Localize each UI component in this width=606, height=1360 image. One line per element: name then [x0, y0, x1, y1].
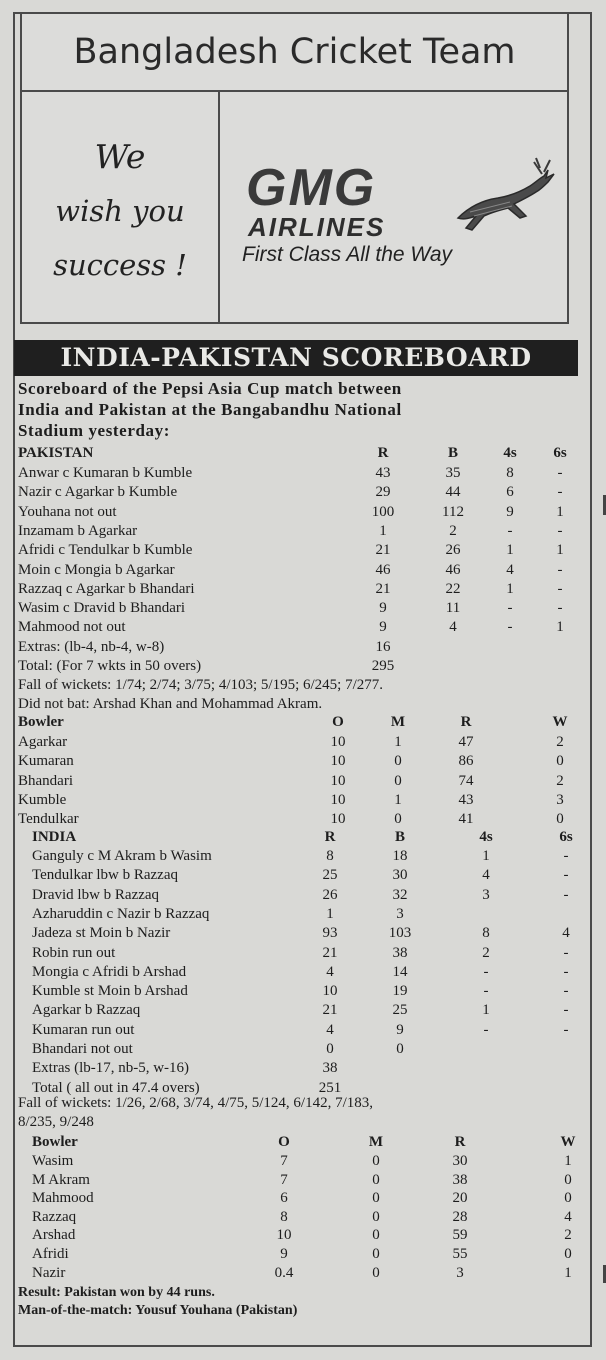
- row-label: Arshad: [32, 1227, 76, 1244]
- pakistan-bowling-row: [18, 1171, 584, 1190]
- pakistan-batting-row: [18, 657, 584, 676]
- row-value: W: [560, 1134, 576, 1150]
- row-value: 112: [442, 503, 464, 520]
- row-label: INDIA: [32, 829, 77, 845]
- pakistan-batting-row: [18, 483, 584, 502]
- row-label: Tendulkar lbw b Razzaq: [32, 867, 178, 884]
- row-value: 6s: [553, 445, 567, 461]
- row-value: 10: [330, 791, 346, 808]
- row-value: -: [557, 484, 563, 501]
- row-value: 3: [456, 1264, 464, 1281]
- india-bowling-row: [18, 733, 584, 752]
- wish-line-1: We: [94, 137, 146, 176]
- row-value: -: [563, 886, 569, 903]
- row-label: Extras (lb-17, nb-5, w-16): [32, 1060, 190, 1077]
- row-value: 0: [394, 811, 402, 828]
- row-value: 20: [452, 1190, 468, 1207]
- india-batting-row: [18, 905, 584, 924]
- row-label: Tendulkar: [18, 811, 79, 828]
- row-value: -: [483, 1021, 489, 1038]
- pakistan-bowling-row: [18, 1189, 584, 1208]
- row-label: Moin c Mongia b Agarkar: [18, 561, 175, 578]
- india-bowling-row: [18, 772, 584, 791]
- row-value: -: [563, 944, 569, 961]
- row-label: Extras: (lb-4, nb-4, w-8): [18, 638, 165, 655]
- row-value: 1: [326, 905, 334, 922]
- row-value: 3: [396, 905, 404, 922]
- pakistan-batting-row: [18, 503, 584, 522]
- row-label: Robin run out: [32, 944, 116, 961]
- india-bowling-row: [18, 752, 584, 771]
- advertisement-box: [20, 12, 569, 324]
- scoreboard-banner: INDIA-PAKISTAN SCOREBOARD: [14, 340, 578, 376]
- row-value: 10: [330, 772, 346, 789]
- row-value: 1: [564, 1153, 572, 1169]
- row-value: 1: [556, 503, 564, 520]
- row-value: R: [377, 445, 389, 461]
- india-batting-row: [18, 1001, 584, 1020]
- row-value: 21: [322, 1002, 338, 1019]
- row-value: -: [563, 1021, 569, 1038]
- row-value: 0: [326, 1041, 334, 1057]
- row-value: -: [557, 600, 563, 617]
- row-value: 6s: [559, 829, 573, 845]
- row-value: 1: [482, 848, 490, 864]
- row-value: 7: [280, 1153, 288, 1169]
- row-label: Mahmood not out: [18, 619, 126, 636]
- row-value: 22: [445, 580, 461, 597]
- row-value: 1: [556, 619, 564, 636]
- india-batting-row: [18, 963, 584, 982]
- row-value: 1: [482, 1002, 490, 1019]
- row-value: -: [507, 600, 513, 617]
- pakistan-batting-row: [18, 580, 584, 599]
- row-value: O: [278, 1134, 290, 1150]
- row-label: Total: (For 7 wkts in 50 overs): [18, 658, 202, 674]
- row-value: 38: [392, 944, 408, 961]
- row-value: 0: [556, 753, 564, 770]
- row-value: B: [394, 829, 405, 845]
- pakistan-bowling-row: [18, 1208, 584, 1227]
- row-value: 10: [322, 983, 338, 1000]
- row-value: 103: [388, 925, 412, 942]
- pakistan-fall-of-wickets: Fall of wickets: 1/74; 2/74; 3/75; 4/103; 5/195; 6/245; 7/277.: [18, 677, 383, 693]
- pakistan-did-not-bat: Did not bat: Arshad Khan and Mohammad Akram.: [18, 696, 323, 712]
- row-value: 9: [379, 619, 387, 636]
- row-value: 0: [372, 1246, 380, 1262]
- row-label: PAKISTAN: [18, 445, 94, 461]
- row-value: 26: [445, 542, 461, 559]
- row-value: 9: [379, 600, 387, 617]
- row-label: Kumble st Moin b Arshad: [32, 983, 188, 1000]
- row-label: Bhandari not out: [32, 1041, 133, 1057]
- row-value: R: [324, 829, 336, 845]
- pakistan-batting-row: [18, 618, 584, 637]
- pakistan-bowling-row: [18, 1152, 584, 1171]
- row-value: 251: [318, 1079, 342, 1096]
- row-value: B: [447, 445, 458, 461]
- row-value: 93: [322, 925, 338, 942]
- row-label: Azharuddin c Nazir b Razzaq: [32, 905, 210, 922]
- row-label: Ganguly c M Akram b Wasim: [32, 848, 212, 864]
- row-label: Nazir c Agarkar b Kumble: [18, 484, 178, 501]
- row-value: -: [557, 561, 563, 578]
- pakistan-batting-row: [18, 464, 584, 483]
- row-value: 26: [322, 886, 338, 903]
- row-value: R: [460, 714, 472, 730]
- row-value: 9: [506, 503, 514, 520]
- row-value: 0: [564, 1190, 572, 1207]
- intro-line: India and Pakistan at the Bangabandhu National: [18, 400, 402, 419]
- row-value: 8: [326, 848, 334, 864]
- row-value: 25: [322, 867, 338, 884]
- pakistan-batting-header: [18, 444, 584, 463]
- row-value: 46: [445, 561, 461, 578]
- row-value: 10: [276, 1227, 292, 1244]
- row-value: 4s: [479, 829, 493, 845]
- india-batting-row: [18, 1021, 584, 1040]
- row-value: 86: [458, 753, 474, 770]
- airline-logo-subtext: AIRLINES: [248, 212, 386, 242]
- pakistan-bowling-row: [18, 1226, 584, 1245]
- row-value: M: [390, 714, 406, 730]
- row-value: 8: [506, 465, 514, 481]
- pakistan-batting-row: [18, 522, 584, 541]
- india-batting-row: [18, 866, 584, 885]
- row-value: -: [563, 963, 569, 980]
- row-value: 0: [372, 1208, 380, 1225]
- india-batting-row: [18, 1040, 584, 1059]
- row-value: 1: [556, 542, 564, 559]
- india-fall-of-wickets: Fall of wickets: 1/26, 2/68, 3/74, 4/75, 5/124, 6/142, 7/183,: [18, 1095, 373, 1111]
- ad-airline-panel: [222, 92, 567, 322]
- india-batting-row: [18, 1059, 584, 1078]
- india-batting-header: [18, 828, 584, 847]
- pakistan-batting-row: [18, 638, 584, 657]
- row-value: 28: [452, 1208, 468, 1225]
- row-value: 38: [322, 1060, 338, 1077]
- row-label: Agarkar b Razzaq: [32, 1002, 141, 1019]
- ad-title: Bangladesh Cricket Team: [22, 14, 567, 92]
- row-value: O: [332, 714, 344, 730]
- row-value: 30: [392, 867, 408, 884]
- row-value: 2: [449, 522, 457, 539]
- india-bowling-row: [18, 791, 584, 810]
- row-value: 10: [330, 734, 346, 750]
- row-label: Dravid lbw b Razzaq: [32, 886, 160, 903]
- row-value: 4: [506, 561, 514, 578]
- man-of-the-match: Man-of-the-match: Yousuf Youhana (Pakistan): [18, 1303, 298, 1318]
- row-value: 100: [371, 503, 395, 520]
- row-value: 1: [394, 734, 402, 750]
- india-batting-row: [18, 924, 584, 943]
- row-value: -: [563, 1002, 569, 1019]
- row-value: 0: [396, 1041, 404, 1057]
- match-result: Result: Pakistan won by 44 runs.: [18, 1285, 215, 1300]
- row-value: 0: [556, 811, 564, 828]
- row-value: 0: [372, 1227, 380, 1244]
- row-value: 0: [564, 1246, 572, 1262]
- row-value: 0: [564, 1171, 572, 1188]
- row-value: 0: [372, 1190, 380, 1207]
- row-value: 30: [452, 1153, 468, 1169]
- pakistan-batting-row: [18, 561, 584, 580]
- india-batting-row: [18, 847, 584, 866]
- row-label: Razzaq c Agarkar b Bhandari: [18, 580, 195, 597]
- row-label: Bowler: [32, 1134, 78, 1150]
- row-value: 0: [372, 1264, 380, 1281]
- row-value: 14: [392, 963, 408, 980]
- row-value: -: [483, 963, 489, 980]
- row-value: 21: [322, 944, 338, 961]
- row-value: 0: [372, 1153, 380, 1169]
- row-value: 16: [375, 638, 391, 655]
- row-label: Mongia c Afridi b Arshad: [32, 963, 187, 980]
- row-label: Nazir: [32, 1264, 66, 1281]
- row-value: 4: [326, 1021, 334, 1038]
- row-value: 4: [326, 963, 334, 980]
- row-value: 0.4: [274, 1264, 294, 1281]
- row-value: 21: [375, 580, 391, 597]
- ad-wish-panel: [22, 92, 220, 322]
- row-value: 43: [458, 791, 474, 808]
- row-value: 0: [372, 1171, 380, 1188]
- row-value: 4: [564, 1208, 572, 1225]
- pakistan-bowling-row: [18, 1264, 584, 1283]
- row-value: 1: [506, 580, 514, 597]
- pakistan-bowling-header: [18, 1133, 584, 1152]
- row-label: Afridi: [32, 1246, 69, 1262]
- row-value: 29: [375, 484, 391, 501]
- intro-line: Scoreboard of the Pepsi Asia Cup match between: [18, 379, 402, 398]
- row-value: -: [563, 983, 569, 1000]
- row-value: 6: [280, 1190, 288, 1207]
- intro-line: Stadium yesterday:: [18, 421, 170, 440]
- airline-tagline: First Class All the Way: [242, 243, 453, 266]
- row-value: 1: [379, 522, 387, 539]
- row-value: 38: [452, 1171, 468, 1188]
- row-value: 19: [392, 983, 408, 1000]
- wish-line-2: wish you: [55, 194, 185, 228]
- row-value: 32: [392, 886, 408, 903]
- leaping-deer-icon: [450, 156, 560, 236]
- pakistan-batting-row: [18, 541, 584, 560]
- row-value: -: [557, 522, 563, 539]
- row-value: 4: [449, 619, 457, 636]
- row-value: 0: [394, 753, 402, 770]
- row-label: M Akram: [32, 1171, 90, 1188]
- row-value: 25: [392, 1002, 408, 1019]
- row-value: 1: [506, 542, 514, 559]
- row-value: -: [557, 465, 563, 481]
- row-label: Razzaq: [32, 1208, 77, 1225]
- row-value: 8: [482, 925, 490, 942]
- row-value: -: [557, 580, 563, 597]
- row-value: 35: [445, 465, 461, 481]
- row-value: 44: [445, 484, 461, 501]
- row-value: 2: [482, 944, 490, 961]
- airline-logo-text: GMG: [246, 159, 377, 217]
- row-value: 11: [445, 600, 461, 617]
- row-value: 18: [392, 848, 408, 864]
- row-value: 4s: [503, 445, 517, 461]
- row-value: 46: [375, 561, 391, 578]
- row-value: 295: [371, 658, 395, 674]
- row-label: Mahmood: [32, 1190, 94, 1207]
- row-value: 10: [330, 753, 346, 770]
- row-label: Kumaran: [18, 753, 74, 770]
- row-value: 4: [562, 925, 570, 942]
- row-label: Afridi c Tendulkar b Kumble: [18, 542, 193, 559]
- wish-line-3: success !: [53, 248, 187, 282]
- row-label: Anwar c Kumaran b Kumble: [18, 465, 193, 481]
- row-label: Kumble: [18, 791, 67, 808]
- row-label: Youhana not out: [18, 503, 117, 520]
- row-value: 3: [556, 791, 564, 808]
- pakistan-bowling-row: [18, 1245, 584, 1264]
- row-value: 2: [564, 1227, 572, 1244]
- row-value: 74: [458, 772, 474, 789]
- row-value: 9: [396, 1021, 404, 1038]
- row-value: -: [483, 983, 489, 1000]
- row-value: -: [507, 522, 513, 539]
- row-value: W: [552, 714, 568, 730]
- row-value: M: [368, 1134, 384, 1150]
- row-value: 4: [482, 867, 490, 884]
- row-label: Inzamam b Agarkar: [18, 522, 138, 539]
- row-value: 2: [556, 772, 564, 789]
- india-batting-row: [18, 944, 584, 963]
- row-value: 1: [394, 791, 402, 808]
- india-bowling-row: [18, 810, 584, 829]
- row-value: -: [563, 867, 569, 884]
- row-label: Kumaran run out: [32, 1021, 135, 1038]
- row-value: 8: [280, 1208, 288, 1225]
- row-value: -: [563, 848, 569, 864]
- scoreboard-intro: [18, 378, 578, 441]
- row-label: Wasim: [32, 1153, 74, 1169]
- row-value: 55: [452, 1246, 468, 1262]
- india-batting-row: [18, 886, 584, 905]
- pakistan-batting-row: [18, 599, 584, 618]
- row-value: 2: [556, 734, 564, 750]
- row-value: 3: [482, 886, 490, 903]
- row-value: 6: [506, 484, 514, 501]
- row-value: 21: [375, 542, 391, 559]
- row-value: 43: [375, 465, 391, 481]
- india-batting-row: [18, 982, 584, 1001]
- row-value: 47: [458, 734, 474, 750]
- row-value: 59: [452, 1227, 468, 1244]
- row-label: Total ( all out in 47.4 overs): [32, 1079, 200, 1096]
- row-value: -: [507, 619, 513, 636]
- row-label: Bowler: [18, 714, 64, 730]
- india-fall-of-wickets-cont: 8/235, 9/248: [18, 1114, 94, 1130]
- row-value: 0: [394, 772, 402, 789]
- india-bowling-header: [18, 713, 584, 732]
- row-label: Wasim c Dravid b Bhandari: [18, 600, 186, 617]
- row-label: Agarkar: [18, 734, 68, 750]
- row-label: Jadeza st Moin b Nazir: [32, 925, 171, 942]
- row-value: 41: [458, 811, 474, 828]
- row-value: 7: [280, 1171, 288, 1188]
- row-value: 1: [564, 1264, 572, 1281]
- row-label: Bhandari: [18, 772, 73, 789]
- row-value: 9: [280, 1246, 288, 1262]
- row-value: R: [454, 1134, 466, 1150]
- row-value: 10: [330, 811, 346, 828]
